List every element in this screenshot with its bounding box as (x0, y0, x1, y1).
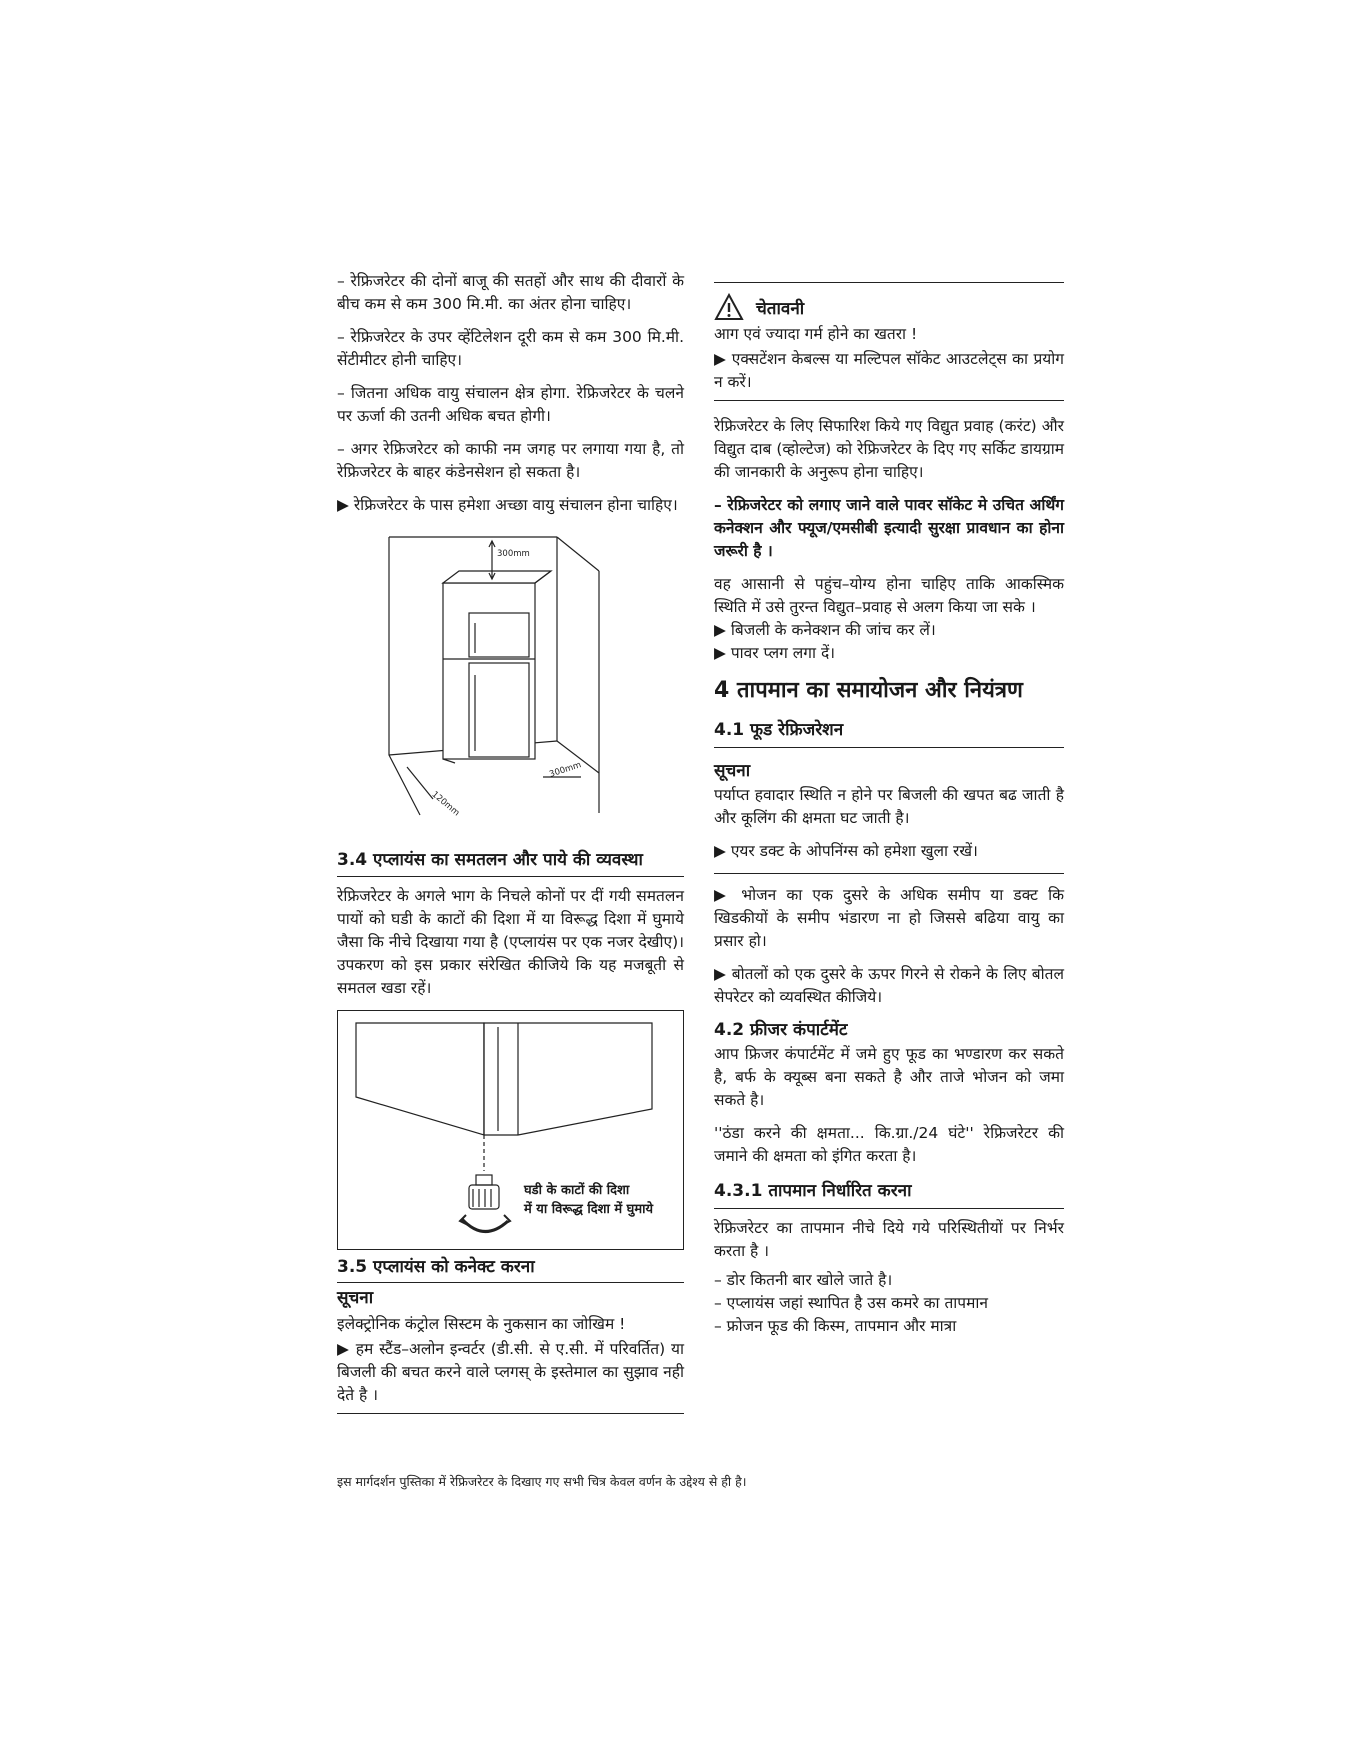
paragraph: ''ठंडा करने की क्षमता... कि.ग्रा./24 घंटे'' रेफ्रिजरेटर की जमाने की क्षमता को इंगित करता है। (714, 1124, 1064, 1165)
page-footnote: इस मार्गदर्शन पुस्तिका में रेफ्रिजरेटर के दिखाए गए सभी चित्र केवल वर्णन के उद्देश्य से ही है। (337, 1474, 747, 1489)
notice-heading: सूचना (714, 761, 751, 781)
list-item: – एप्लायंस जहां स्थापित है उस कमरे का तापमान (714, 1294, 988, 1312)
warning-triangle-icon (714, 293, 744, 321)
list-item: – डोर कितनी बार खोले जाते है। (714, 1271, 893, 1289)
leveling-caption-line: घडी के काटों की दिशा (524, 1183, 630, 1198)
clearance-diagram (337, 523, 684, 843)
dimension-label-front: 120mm (429, 789, 462, 819)
paragraph: आप फ्रिजर कंपार्टमेंट में जमे हुए फूड का भण्डारण कर सकते है, बर्फ के क्यूब्स बना सकते है और ताजे भोजन को जमा सकते है। (714, 1045, 1064, 1109)
paragraph-bold: – रेफ्रिजरेटर को लगाए जाने वाले पावर सॉकेट मे उचित अर्थिंग कनेक्शन और फ्यूज/एमसीबी इत्यादी सुरक्षा प्रावधान का होना जरूरी है । (714, 496, 1064, 560)
warning-title: चेतावनी (756, 298, 805, 319)
warning-header (714, 293, 1064, 321)
leveling-caption-line: में या विरूद्ध दिशा में घुमाये (524, 1202, 654, 1217)
paragraph: ▶ हम स्टैंड–अलोन इन्वर्टर (डी.सी. से ए.सी. में परिवर्तित) या बिजली की बचत करने वाले प्लगस् के इस्तेमाल का सुझाव नही देते है । (337, 1340, 684, 1404)
list-item: – फ्रोजन फूड की किस्म, तापमान और मात्रा (714, 1317, 957, 1335)
paragraph: पर्याप्त हवादार स्थिति न होने पर बिजली की खपत बढ जाती है और कूलिंग की क्षमता घट जाती है। (714, 786, 1064, 827)
left-column (337, 270, 684, 1414)
dimension-label-side: 300mm (548, 760, 583, 780)
paragraph: आग एवं ज्यादा गर्म होने का खतरा ! (714, 325, 918, 343)
paragraph: – रेफ्रिजरेटर के उपर व्हेंटिलेशन दूरी कम से कम 300 मि.मी. सेंटीमीटर होनी चाहिए। (337, 328, 684, 369)
dimension-label-top: 300mm (497, 549, 530, 559)
leveling-caption (524, 1181, 653, 1219)
section-heading-4-1: 4.1 फूड रेफ्रिजरेशन (714, 720, 844, 740)
paragraph: ▶ रेफ्रिजरेटर के पास हमेशा अच्छा वायु संचालन होना चाहिए। (337, 496, 678, 514)
paragraph: – रेफ्रिजरेटर की दोनों बाजू की सतहों और साथ की दीवारों के बीच कम से कम 300 मि.मी. का अंतर होना चाहिए। (337, 272, 684, 313)
paragraph: इलेक्ट्रोनिक कंट्रोल सिस्टम के नुकसान का जोखिम ! (337, 1315, 626, 1333)
section-heading-3-5: 3.5 एप्लायंस को कनेक्ट करना (337, 1257, 535, 1277)
leveling-foot-figure (337, 1010, 684, 1250)
paragraph: ▶ पावर प्लग लगा दें। (714, 644, 836, 662)
paragraph: वह आसानी से पहुंच–योग्य होना चाहिए ताकि आकस्मिक स्थिति में उसे तुरन्त विद्युत–प्रवाह से अलग किया जा सके । (714, 575, 1064, 616)
paragraph: ▶ एक्सटेंशन केबल्स या मल्टिपल सॉकेट आउटलेट्स का प्रयोग न करें। (714, 350, 1064, 391)
refrigerator-clearance-figure (337, 523, 684, 843)
paragraph: ▶ बिजली के कनेक्शन की जांच कर लें। (714, 621, 936, 639)
section-heading-4-2: 4.2 फ्रीजर कंपार्टमेंट (714, 1020, 848, 1040)
paragraph: रेफ्रिजरेटर का तापमान नीचे दिये गये परिस्थितीयों पर निर्भर करता है । (714, 1219, 1064, 1260)
right-column (714, 282, 1064, 1338)
notice-heading: सूचना (337, 1288, 374, 1308)
chapter-heading-4: 4 तापमान का समायोजन और नियंत्रण (714, 678, 1023, 703)
section-heading-3-4: 3.4 एप्लायंस का समतलन और पाये की व्यवस्था (337, 850, 643, 870)
section-heading-4-3-1: 4.3.1 तापमान निर्धारित करना (714, 1181, 912, 1201)
paragraph: रेफ्रिजरेटर के अगले भाग के निचले कोनों पर दीं गयी समतलन पायों को घडी के काटों की दिशा में या विरूद्ध दिशा में घुमाये जैसा कि नीचे दिखाया गया है (एप्लायंस पर एक नजर देखीए)। उपकरण को इस प्रकार संरेखित कीजिये कि यह मजबूती से समतल खडा रहें। (337, 887, 684, 997)
paragraph: ▶ बोतलों को एक दुसरे के ऊपर गिरने से रोकने के लिए बोतल सेपरेटर को व्यवस्थित कीजिये। (714, 965, 1064, 1006)
paragraph: ▶ एयर डक्ट के ओपनिंग्स को हमेशा खुला रखें। (714, 842, 978, 860)
paragraph: – जितना अधिक वायु संचालन क्षेत्र होगा. रेफ्रिजरेटर के चलने पर ऊर्जा की उतनी अधिक बचत होगी। (337, 384, 684, 425)
warning-top-rule (714, 282, 1064, 283)
paragraph: रेफ्रिजरेटर के लिए सिफारिश किये गए विद्युत प्रवाह (करंट) और विद्युत दाब (व्होल्टेज) को रेफ्रिजरेटर के दिए गए सर्किट डायग्राम की जानकारी के अनुरूप होना चाहिए। (714, 417, 1064, 481)
paragraph: – अगर रेफ्रिजरेटर को काफी नम जगह पर लगाया गया है, तो रेफ्रिजरेटर के बाहर कंडेनसेशन हो सकता है। (337, 440, 684, 481)
paragraph: ▶ भोजन का एक दुसरे के अधिक समीप या डक्ट कि खिडकीयों के समीप भंडारण ना हो जिससे बढिया वायु का प्रसार हो। (714, 886, 1064, 950)
